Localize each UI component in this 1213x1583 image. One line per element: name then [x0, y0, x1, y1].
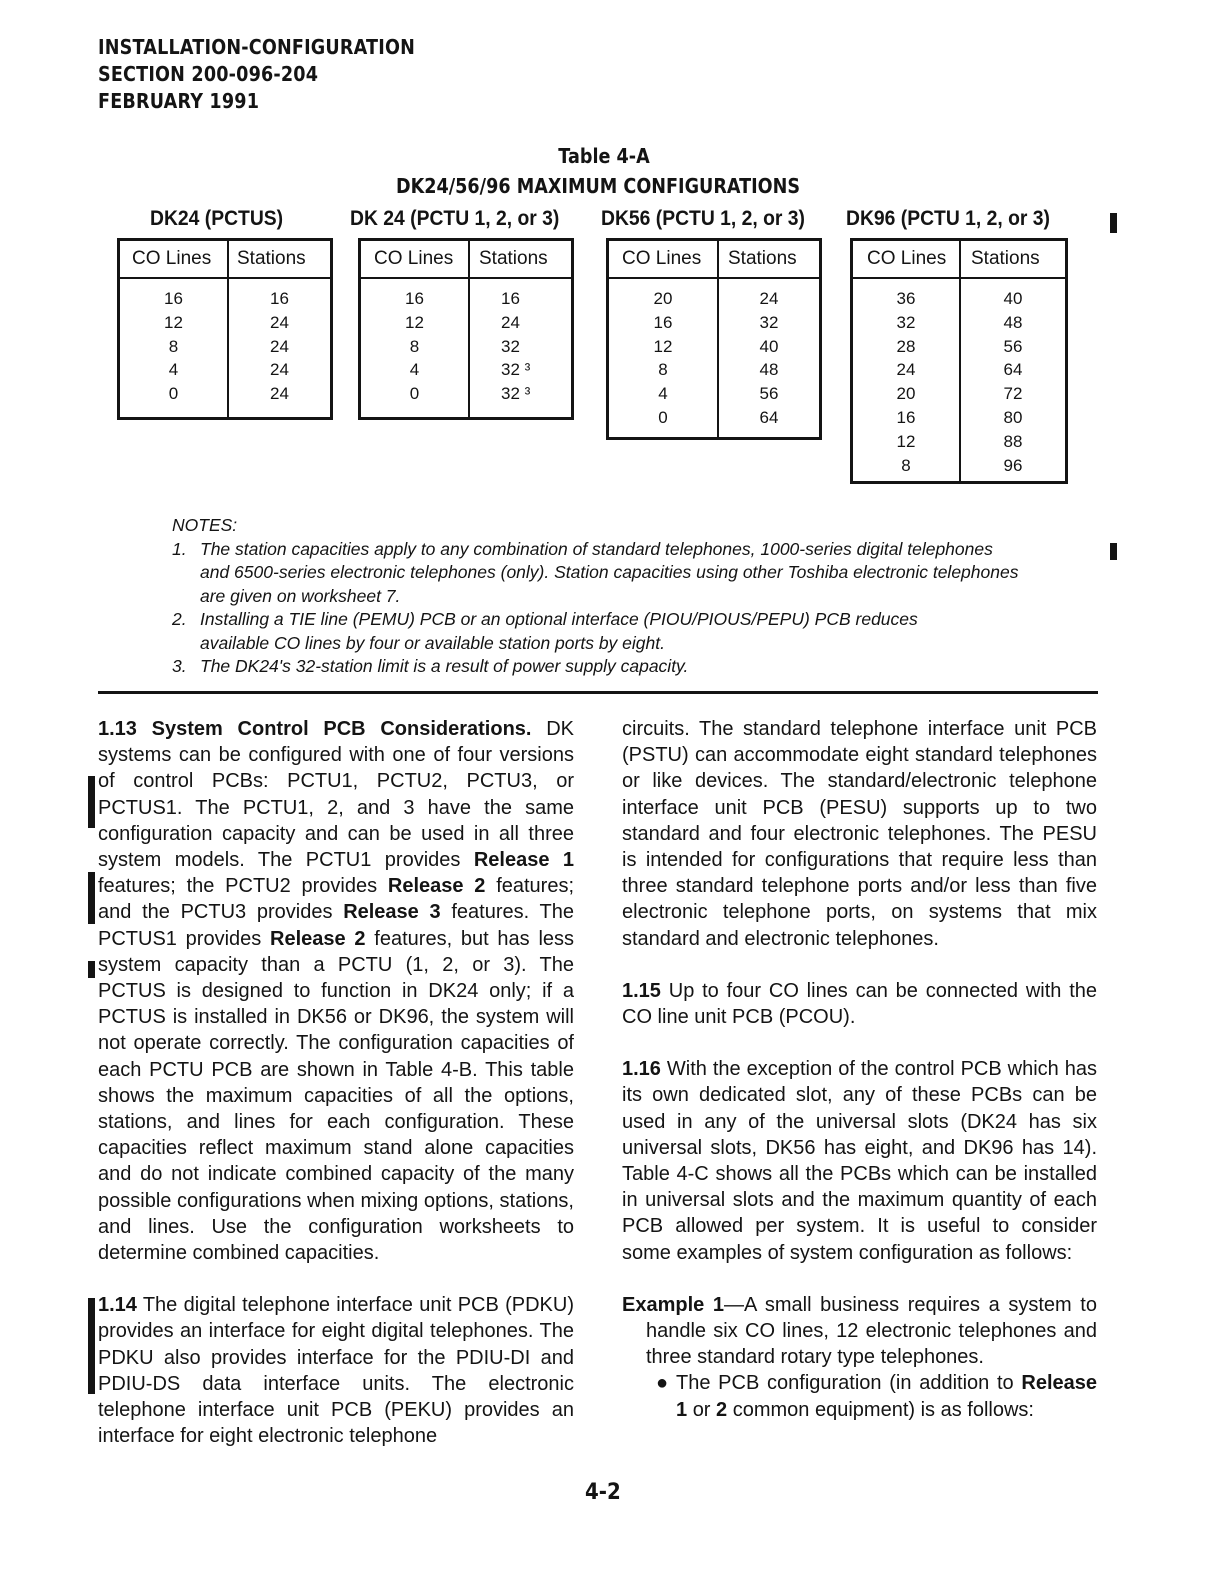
group-title-dk56: DK56 (PCTU 1, 2, or 3): [601, 207, 805, 230]
paragraph-1-14: 1.14 The digital telephone interface unit PCB (PDKU) provides an interface for eight digital telephones. The PDKU also provides interface for the PDIU-DI and PDIU-DS data interface units. The electronic telephone interface unit PCB (PEKU) provides an interface for eight electronic telephone: [98, 1294, 574, 1448]
table-header-row: [609, 241, 819, 279]
change-bar: [88, 776, 95, 828]
group-title-dk96: DK96 (PCTU 1, 2, or 3): [846, 207, 1050, 230]
col-header-stations: Stations: [237, 248, 306, 269]
right-column: [622, 716, 1097, 1423]
paragraph-1-13: 1.13 System Control PCB Considerations. DK systems can be configured with one of four versions of control PCBs: PCTU1, PCTU2, PCTU3, or PCTUS1. The PCTU1, 2, and 3 have the same configuration capacity and can be used in all three system models. The PCTU1 provides Release 1 features; the PCTU2 provides Release 2 features; and the PCTU3 provides Release 3 features. The PCTUS1 provides Release 2 features, but has less system capacity than a PCTU (1, 2, or 3). The PCTUS is designed to function in DK24 only; if a PCTUS is installed in DK56 or DK96, the system will not operate correctly. The configuration capacities of each PCTU PCB are shown in Table 4-B. This table shows the maximum capacities of all the options, stations, and lines for each configuration. These capacities reflect maximum stand alone capacities and do not indicate combined capacity of the many possible configurations when mixing options, stations, and lines. Use the configuration worksheets to determine combined capacities.: [98, 718, 575, 1265]
example-1-bullet: ● The PCB configuration (in addition to Release 1 or 2 common equipment) is as follows:: [656, 1372, 1097, 1421]
document-header: [98, 34, 415, 115]
col-header-co-lines: CO Lines: [132, 248, 212, 269]
group-title-dk24-pctus: DK24 (PCTUS): [150, 207, 284, 230]
note-2: 2. Installing a TIE line (PEMU) PCB or an optional interface (PIOU/PIOUS/PEPU) PCB reduces available CO lines by four or available station ports by eight.: [172, 609, 918, 653]
co-lines-values: 16 12 8 4 0: [164, 289, 183, 404]
table-number: Table 4-A: [558, 144, 650, 168]
change-bar: [1110, 543, 1117, 560]
note-3: 3. The DK24's 32-station limit is a result of power supply capacity.: [172, 656, 689, 676]
note-1: 1. The station capacities apply to any combination of standard telephones, 1000-series digital telephones and 6500-series electronic telephones (only). Station capacities using other Toshiba electronic telephones are given on worksheet 7.: [172, 538, 1019, 606]
notes-heading: NOTES:: [172, 515, 238, 535]
stations-values: 16 24 24 24 24: [270, 289, 289, 404]
header-date: FEBRUARY 1991: [98, 89, 260, 113]
col-header-co-lines: CO Lines: [622, 248, 702, 269]
left-column: [98, 716, 574, 1475]
table-header-row: [120, 241, 330, 279]
notes: [172, 514, 1022, 679]
page-number: 4-2: [584, 1480, 621, 1505]
change-bar: [88, 872, 95, 924]
paragraph-1-14-continued: circuits. The standard telephone interface unit PCB (PSTU) can accommodate eight standard telephones or like devices. The standard/electronic telephone interface unit PCB (PESU) supports up to two standard and four electronic telephones. The PESU is intended for configurations that require less than three standard telephone ports and/or less than five electronic telephone ports, on systems that mix standard and electronic telephones.: [622, 718, 1097, 950]
config-table-dk24-pctu: [358, 238, 574, 420]
paragraph-1-15: 1.15 Up to four CO lines can be connected with the CO line unit PCB (PCOU).: [622, 979, 1097, 1029]
config-table-dk96: [850, 238, 1068, 484]
table-header-row: [361, 241, 571, 279]
config-table-dk24-pctus: [117, 238, 333, 420]
section-divider: [98, 691, 1098, 694]
bullet-icon: ●: [656, 1372, 669, 1395]
stations-values: 16 24 32 32 ³ 32 ³: [501, 289, 531, 404]
table-title: DK24/56/96 MAXIMUM CONFIGURATIONS: [396, 174, 801, 198]
stations-values: 40 48 56 64 72 80 88 96: [1003, 289, 1023, 475]
paragraph-1-16: 1.16 With the exception of the control PCB which has its own dedicated slot, any of these PCBs can be used in any of the universal slots (DK24 has six universal slots, DK56 has eight, and DK96 has 14). Table 4-C shows all the PCBs which can be installed in universal slots and the maximum quantity of each PCB allowed per system. It is useful to consider some examples of system configuration as follows:: [622, 1058, 1097, 1264]
col-header-co-lines: CO Lines: [374, 248, 454, 269]
change-bar: [88, 1298, 95, 1394]
co-lines-values: 36 32 28 24 20 16 12 8: [896, 289, 916, 475]
change-bar: [1110, 213, 1117, 233]
col-header-co-lines: CO Lines: [867, 248, 947, 269]
config-table-dk56: [606, 238, 822, 440]
header-section: SECTION 200-096-204: [98, 62, 319, 86]
col-header-stations: Stations: [971, 248, 1040, 269]
group-title-dk24-pctu: DK 24 (PCTU 1, 2, or 3): [350, 207, 560, 230]
co-lines-values: 20 16 12 8 4 0: [653, 289, 673, 427]
header-title: INSTALLATION-CONFIGURATION: [98, 35, 416, 59]
co-lines-values: 16 12 8 4 0: [405, 289, 424, 404]
stations-values: 24 32 40 48 56 64: [759, 289, 779, 427]
col-header-stations: Stations: [479, 248, 548, 269]
col-header-stations: Stations: [728, 248, 797, 269]
example-1: Example 1—A small business requires a system to handle six CO lines, 12 electronic telephones and three standard rotary type telephones.: [622, 1293, 1097, 1369]
change-bar: [88, 961, 95, 978]
